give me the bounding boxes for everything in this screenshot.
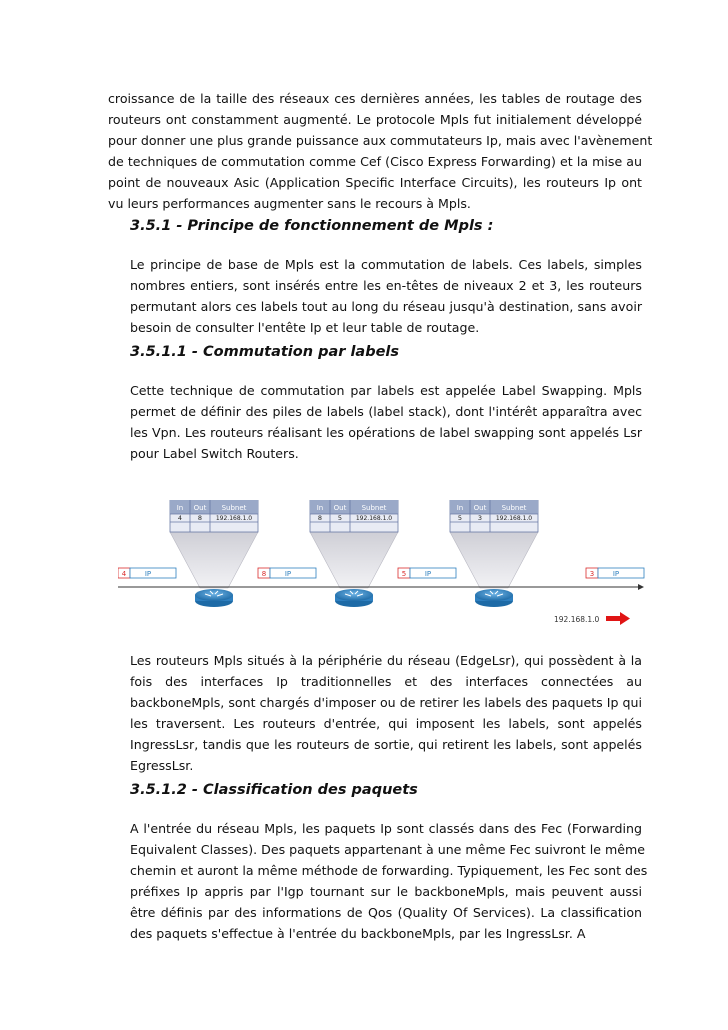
text-line: Cette technique de commutation par labels est appelée Label Swapping. Mpls	[130, 383, 642, 398]
classification-paragraph	[130, 818, 648, 944]
table-2-out-value: 5	[337, 514, 343, 522]
table-3-header-subnet: Subnet	[501, 504, 527, 512]
section-heading-3-5-1-1: 3.5.1.1 - Commutation par labels	[130, 344, 400, 360]
packet-4-payload: IP	[612, 570, 620, 578]
packet-4	[586, 568, 644, 578]
table-1-subnet-value: 192.168.1.0	[215, 515, 253, 522]
packet-4-label: 3	[589, 570, 595, 578]
label-switching-paragraph	[130, 380, 642, 464]
text-line: A l'entrée du réseau Mpls, les paquets Ip sont classés dans des Fec (Forwarding	[130, 821, 642, 836]
text-line: EgressLsr.	[130, 758, 194, 773]
table-1-header-subnet: Subnet	[221, 504, 247, 512]
text-line: permutant alors ces labels tout au long du réseau jusqu'à destination, sans avoir	[130, 299, 642, 314]
text-line: backboneMpls, sont chargés d'imposer ou de retirer les labels des paquets Ip qui	[130, 695, 642, 710]
intro-paragraph	[108, 88, 653, 214]
text-line: chemin et auront la même méthode de forwarding. Typiquement, les Fec sont des	[130, 863, 648, 878]
packet-3-payload: IP	[424, 570, 432, 578]
text-line: permet de définir des piles de labels (label stack), dont l'intérêt apparaîtra avec	[130, 404, 642, 419]
text-line: Equivalent Classes). Des paquets appartenant à une même Fec suivront le même	[130, 842, 645, 857]
edge-lsr-paragraph	[130, 650, 642, 776]
destination-subnet: 192.168.1.0	[554, 615, 600, 624]
principle-paragraph	[130, 254, 642, 338]
text-line: point de nouveaux Asic (Application Specific Interface Circuits), les routeurs Ip ont	[108, 175, 642, 190]
packet-1-payload: IP	[144, 570, 152, 578]
table-3-header-out: Out	[473, 504, 487, 512]
packet-1-label: 4	[121, 570, 127, 578]
table-1-header-in: In	[176, 504, 184, 512]
table-2-in-value: 8	[317, 514, 323, 522]
text-line: de techniques de commutation comme Cef (Cisco Express Forwarding) et la mise au	[108, 154, 642, 169]
table-2-header-subnet: Subnet	[361, 504, 387, 512]
text-line: pour donner une plus grande puissance aux commutateurs Ip, mais avec l'avènement	[108, 133, 653, 148]
text-line: vu leurs performances augmenter sans le recours à Mpls.	[108, 196, 471, 211]
text-line: besoin de consulter l'entête Ip et leur table de routage.	[130, 320, 480, 335]
table-1-out-value: 8	[197, 514, 203, 522]
text-line: IngressLsr, tandis que les routeurs de sortie, qui retirent les labels, sont appelés	[130, 737, 642, 752]
label-table-2	[310, 500, 398, 532]
table-3-header-in: In	[456, 504, 464, 512]
text-line: routeurs ont constamment augmenté. Le protocole Mpls fut initialement développé	[108, 112, 642, 127]
text-line: des paquets s'effectue à l'entrée du backboneMpls, par les IngressLsr. A	[130, 926, 586, 941]
router-icon	[335, 589, 373, 607]
table-2-subnet-value: 192.168.1.0	[355, 515, 393, 522]
text-line: Le principe de base de Mpls est la commutation de labels. Ces labels, simples	[130, 257, 642, 272]
text-line: croissance de la taille des réseaux ces dernières années, les tables de routage des	[108, 91, 642, 106]
packet-3	[398, 568, 456, 578]
red-arrow-icon	[606, 612, 630, 625]
packet-2-payload: IP	[284, 570, 292, 578]
flow-arrowhead	[638, 584, 644, 590]
packet-2-label: 8	[261, 570, 267, 578]
label-table-3	[450, 500, 538, 532]
table-2-header-in: In	[316, 504, 324, 512]
packet-2	[258, 568, 316, 578]
table-3-in-value: 5	[457, 514, 463, 522]
text-line: être définis par des informations de Qos (Quality Of Services). La classification	[130, 905, 642, 920]
table-2-header-out: Out	[333, 504, 347, 512]
section-heading-3-5-1: 3.5.1 - Principe de fonctionnement de Mpls :	[130, 218, 494, 234]
packet-1	[118, 568, 176, 578]
funnel-3	[450, 532, 538, 588]
text-line: Les routeurs Mpls situés à la périphérie du réseau (EdgeLsr), qui possèdent à la	[130, 653, 642, 668]
text-line: préfixes Ip appris par l'Igp tournant sur le backboneMpls, mais peuvent aussi	[130, 884, 642, 899]
section-heading-3-5-1-2: 3.5.1.2 - Classification des paquets	[130, 782, 418, 798]
table-1-header-out: Out	[193, 504, 207, 512]
label-swapping-diagram	[118, 500, 648, 630]
label-table-1	[170, 500, 258, 532]
router-icon	[475, 589, 513, 607]
funnel-1	[170, 532, 258, 588]
text-line: fois des interfaces Ip traditionnelles et des interfaces connectées au	[130, 674, 642, 689]
funnel-2	[310, 532, 398, 588]
router-icon	[195, 589, 233, 607]
text-line: les Vpn. Les routeurs réalisant les opérations de label swapping sont appelés Lsr	[130, 425, 642, 440]
table-1-in-value: 4	[177, 514, 183, 522]
table-3-out-value: 3	[477, 514, 483, 522]
text-line: pour Label Switch Routers.	[130, 446, 299, 461]
packet-3-label: 5	[401, 570, 407, 578]
text-line: les traversent. Les routeurs d'entrée, qui imposent les labels, sont appelés	[130, 716, 642, 731]
text-line: nombres entiers, sont insérés entre les en-têtes de niveaux 2 et 3, les routeurs	[130, 278, 642, 293]
table-3-subnet-value: 192.168.1.0	[495, 515, 533, 522]
